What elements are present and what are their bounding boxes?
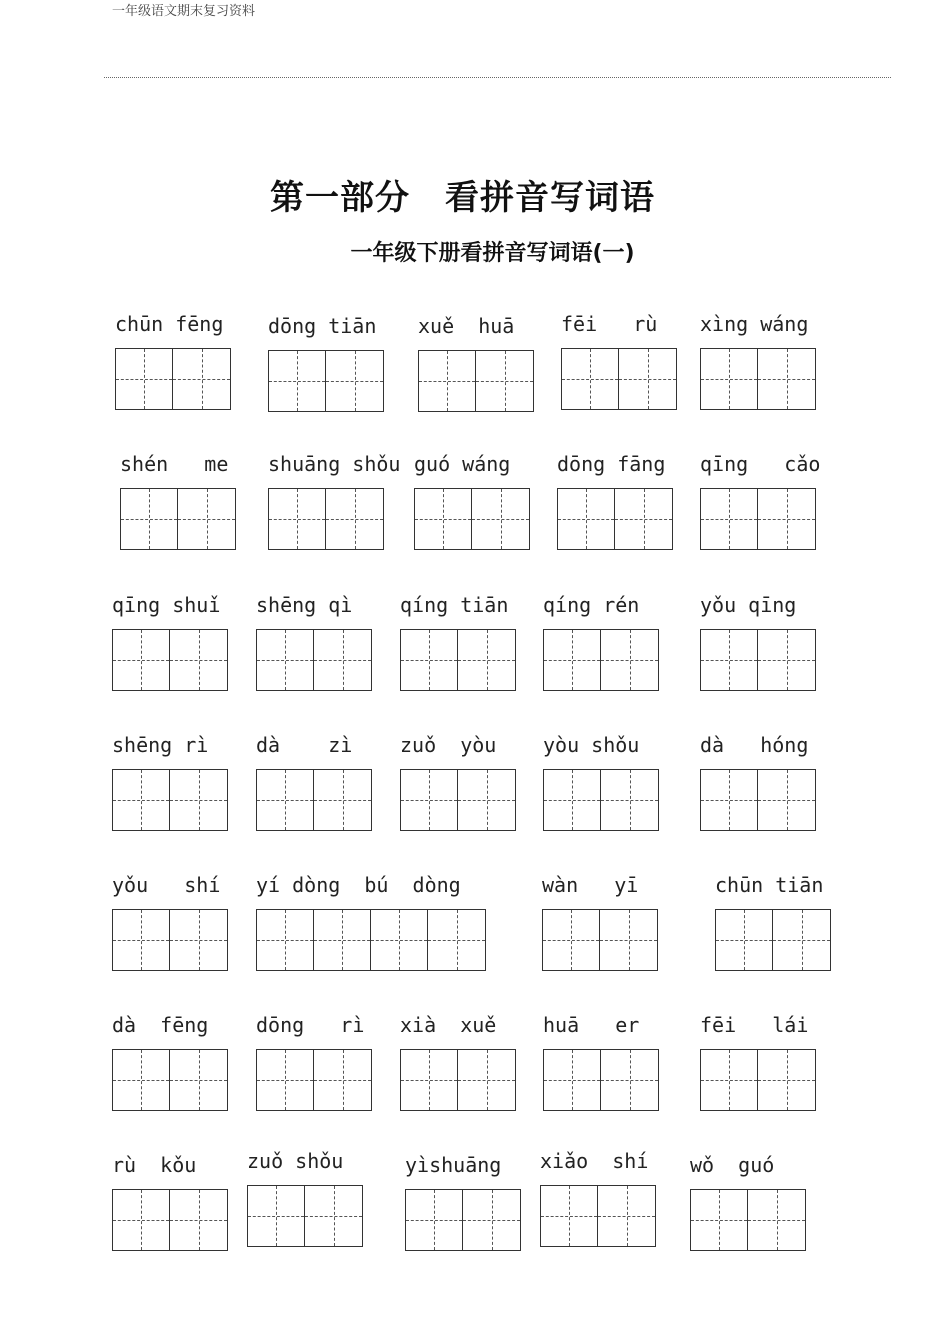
writing-grid[interactable] (112, 909, 228, 971)
pinyin-label: rù kǒu (112, 1153, 197, 1177)
pinyin-label: dōng rì (256, 1013, 365, 1037)
writing-grid[interactable] (418, 350, 534, 412)
tianzige-cell[interactable] (170, 910, 227, 970)
tianzige-cell[interactable] (544, 630, 601, 690)
writing-grid[interactable] (256, 629, 372, 691)
writing-grid[interactable] (715, 909, 831, 971)
tianzige-cell[interactable] (701, 770, 758, 830)
tianzige-cell[interactable] (419, 351, 476, 411)
tianzige-cell[interactable] (326, 489, 383, 549)
pinyin-label: yìshuāng (405, 1153, 502, 1177)
tianzige-cell[interactable] (269, 489, 326, 549)
pinyin-label: zuǒ yòu (400, 733, 497, 757)
writing-grid[interactable] (400, 1049, 516, 1111)
pinyin-label: dà hóng (700, 733, 809, 757)
writing-grid[interactable] (405, 1189, 521, 1251)
pinyin-label: yǒu qīng (700, 593, 797, 617)
tianzige-cell[interactable] (748, 1190, 805, 1250)
tianzige-cell[interactable] (170, 630, 227, 690)
pinyin-label: zuǒ shǒu (247, 1149, 344, 1173)
pinyin-label: xuě huā (418, 314, 515, 338)
writing-grid[interactable] (115, 348, 231, 410)
writing-grid[interactable] (112, 1189, 228, 1251)
writing-grid[interactable] (540, 1185, 656, 1247)
writing-grid[interactable] (557, 488, 673, 550)
pinyin-label: shén me (120, 452, 229, 476)
tianzige-cell[interactable] (544, 1050, 601, 1110)
tianzige-cell[interactable] (113, 910, 170, 970)
tianzige-cell[interactable] (476, 351, 533, 411)
tianzige-cell[interactable] (601, 770, 658, 830)
tianzige-cell[interactable] (758, 489, 815, 549)
writing-grid[interactable] (700, 348, 816, 410)
writing-grid[interactable] (112, 629, 228, 691)
pinyin-label: dà fēng (112, 1013, 209, 1037)
writing-grid[interactable] (542, 909, 658, 971)
header-note: 一年级语文期末复习资料 (112, 4, 256, 19)
tianzige-cell[interactable] (472, 489, 529, 549)
tianzige-cell[interactable] (600, 910, 657, 970)
tianzige-cell[interactable] (314, 910, 371, 970)
tianzige-cell[interactable] (598, 1186, 655, 1246)
tianzige-cell[interactable] (758, 349, 815, 409)
tianzige-cell[interactable] (701, 1050, 758, 1110)
pinyin-label: dōng fāng (557, 452, 666, 476)
pinyin-label: shēng rì (112, 733, 209, 757)
writing-grid[interactable] (120, 488, 236, 550)
tianzige-cell[interactable] (178, 489, 235, 549)
tianzige-cell[interactable] (458, 770, 515, 830)
tianzige-cell[interactable] (773, 910, 830, 970)
tianzige-cell[interactable] (758, 770, 815, 830)
tianzige-cell[interactable] (428, 910, 485, 970)
pinyin-label: qíng tiān (400, 593, 509, 617)
tianzige-cell[interactable] (562, 349, 619, 409)
writing-grid[interactable] (543, 769, 659, 831)
tianzige-cell[interactable] (173, 349, 230, 409)
writing-grid[interactable] (112, 1049, 228, 1111)
tianzige-cell[interactable] (463, 1190, 520, 1250)
writing-grid[interactable] (543, 629, 659, 691)
pinyin-label: qīng cǎo (700, 452, 821, 476)
tianzige-cell[interactable] (691, 1190, 748, 1250)
tianzige-cell[interactable] (716, 910, 773, 970)
writing-grid[interactable] (690, 1189, 806, 1251)
pinyin-label: huā er (543, 1013, 640, 1037)
tianzige-cell[interactable] (248, 1186, 305, 1246)
tianzige-cell[interactable] (113, 770, 170, 830)
tianzige-cell[interactable] (406, 1190, 463, 1250)
pinyin-label: xiǎo shí (540, 1149, 649, 1173)
tianzige-cell[interactable] (619, 349, 676, 409)
tianzige-cell[interactable] (615, 489, 672, 549)
tianzige-cell[interactable] (701, 349, 758, 409)
pinyin-label: yǒu shí (112, 873, 221, 897)
pinyin-label: xìng wáng (700, 312, 809, 336)
tianzige-cell[interactable] (113, 1190, 170, 1250)
tianzige-cell[interactable] (257, 770, 314, 830)
pinyin-label: fēi rù (561, 312, 658, 336)
tianzige-cell[interactable] (601, 1050, 658, 1110)
writing-grid[interactable] (561, 348, 677, 410)
pinyin-label: wǒ guó (690, 1153, 775, 1177)
writing-grid[interactable] (700, 629, 816, 691)
pinyin-label: guó wáng (414, 452, 511, 476)
tianzige-cell[interactable] (170, 1050, 227, 1110)
tianzige-cell[interactable] (701, 630, 758, 690)
tianzige-cell[interactable] (113, 1050, 170, 1110)
pinyin-label: xià xuě (400, 1013, 497, 1037)
tianzige-cell[interactable] (758, 630, 815, 690)
tianzige-cell[interactable] (401, 630, 458, 690)
writing-grid[interactable] (700, 769, 816, 831)
writing-grid[interactable] (400, 769, 516, 831)
tianzige-cell[interactable] (401, 770, 458, 830)
writing-grid[interactable] (414, 488, 530, 550)
pinyin-label: qíng rén (543, 593, 640, 617)
pinyin-label: chūn fēng (115, 312, 224, 336)
tianzige-cell[interactable] (113, 630, 170, 690)
pinyin-label: wàn yī (542, 873, 639, 897)
tianzige-cell[interactable] (314, 770, 371, 830)
tianzige-cell[interactable] (401, 1050, 458, 1110)
writing-grid[interactable] (256, 909, 486, 971)
page-title: 第一部分 看拼音写词语 (270, 178, 655, 218)
tianzige-cell[interactable] (305, 1186, 362, 1246)
pinyin-label: yòu shǒu (543, 733, 640, 757)
tianzige-cell[interactable] (458, 1050, 515, 1110)
tianzige-cell[interactable] (544, 770, 601, 830)
tianzige-cell[interactable] (558, 489, 615, 549)
writing-grid[interactable] (256, 769, 372, 831)
tianzige-cell[interactable] (170, 1190, 227, 1250)
pinyin-label: qīng shuǐ (112, 593, 221, 617)
tianzige-cell[interactable] (269, 351, 326, 411)
writing-grid[interactable] (400, 629, 516, 691)
section-subtitle: 一年级下册看拼音写词语(一) (350, 241, 635, 266)
tianzige-cell[interactable] (257, 630, 314, 690)
pinyin-label: chūn tiān (715, 873, 824, 897)
tianzige-cell[interactable] (371, 910, 428, 970)
writing-grid[interactable] (543, 1049, 659, 1111)
writing-grid[interactable] (112, 769, 228, 831)
pinyin-label: shuāng shǒu (268, 452, 401, 476)
tianzige-cell[interactable] (543, 910, 600, 970)
writing-grid[interactable] (700, 1049, 816, 1111)
pinyin-label: dōng tiān (268, 314, 377, 338)
writing-grid[interactable] (247, 1185, 363, 1247)
tianzige-cell[interactable] (458, 630, 515, 690)
writing-grid[interactable] (268, 350, 384, 412)
tianzige-cell[interactable] (701, 489, 758, 549)
tianzige-cell[interactable] (257, 1050, 314, 1110)
writing-grid[interactable] (256, 1049, 372, 1111)
tianzige-cell[interactable] (170, 770, 227, 830)
tianzige-cell[interactable] (314, 1050, 371, 1110)
pinyin-label: fēi lái (700, 1013, 809, 1037)
tianzige-cell[interactable] (314, 630, 371, 690)
pinyin-label: yí dòng bú dòng (256, 873, 461, 897)
tianzige-cell[interactable] (541, 1186, 598, 1246)
header-divider (104, 77, 891, 78)
tianzige-cell[interactable] (257, 910, 314, 970)
tianzige-cell[interactable] (415, 489, 472, 549)
tianzige-cell[interactable] (326, 351, 383, 411)
tianzige-cell[interactable] (116, 349, 173, 409)
writing-grid[interactable] (700, 488, 816, 550)
tianzige-cell[interactable] (758, 1050, 815, 1110)
tianzige-cell[interactable] (601, 630, 658, 690)
writing-grid[interactable] (268, 488, 384, 550)
pinyin-label: dà zì (256, 733, 353, 757)
tianzige-cell[interactable] (121, 489, 178, 549)
pinyin-label: shēng qì (256, 593, 353, 617)
